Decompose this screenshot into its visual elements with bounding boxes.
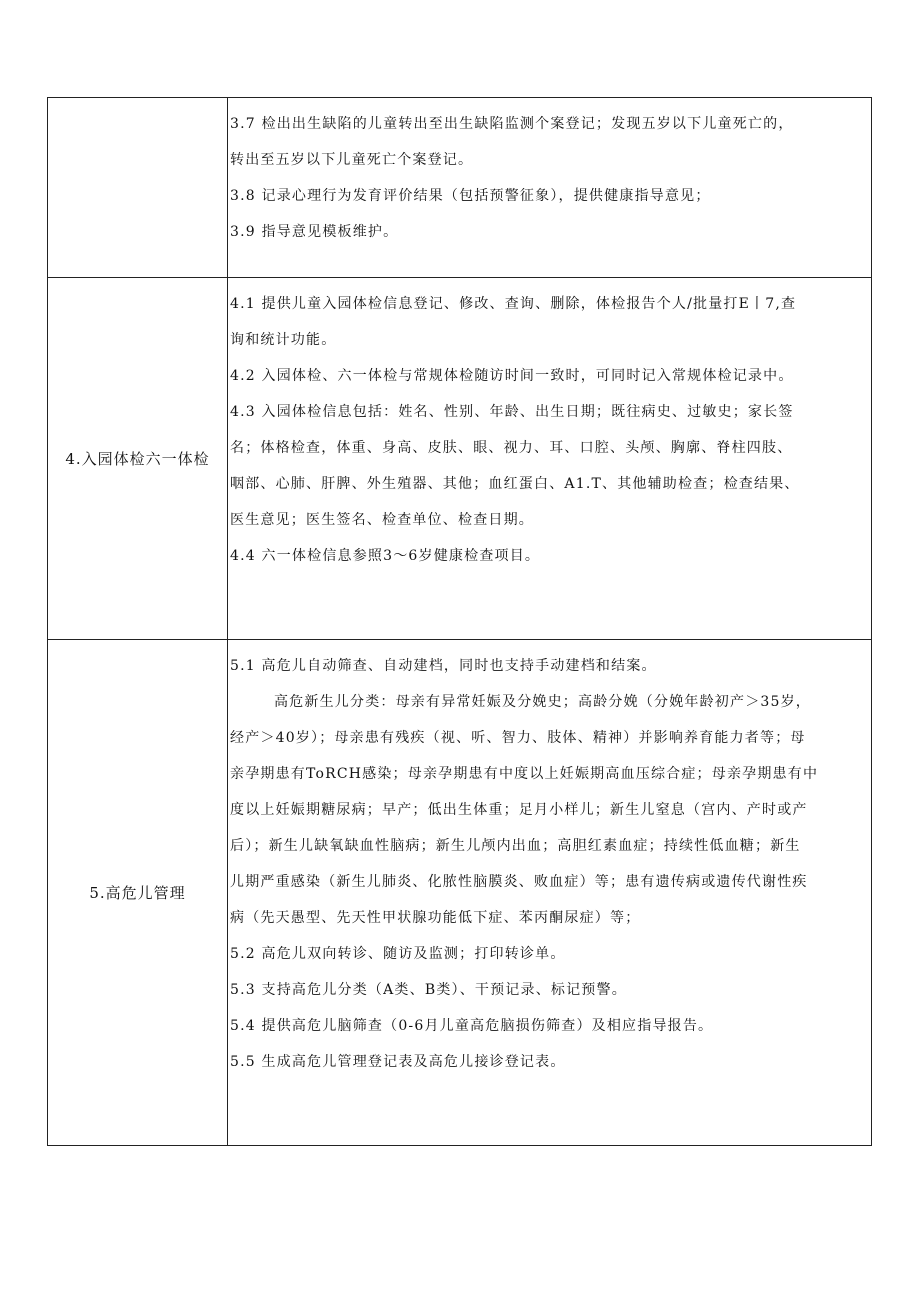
text-line: 经产＞40岁）；母亲患有残疾（视、听、智力、肢体、精神）并影响养育能力者等；母 xyxy=(230,730,806,746)
table-row xyxy=(48,278,872,640)
text-line: 4.2 入园体检、六一体检与常规体检随访时间一致时，可同时记入常规体检记录中。 xyxy=(230,368,794,384)
text-line: 度以上妊娠期糖尿病；早产；低出生体重；足月小样儿；新生儿窒息（宫内、产时或产 xyxy=(230,802,808,818)
module-label-cell: 4.入园体检六一体检 xyxy=(48,278,228,640)
text-line: 5.4 提供高危儿脑筛查（0-6月儿童高危脑损伤筛查）及相应指导报告。 xyxy=(230,1018,714,1034)
text-line: 5.5 生成高危儿管理登记表及高危儿接诊登记表。 xyxy=(230,1054,566,1070)
text-line: 4.4 六一体检信息参照3～6岁健康检查项目。 xyxy=(230,548,541,564)
text-line: 儿期严重感染（新生儿肺炎、化脓性脑膜炎、败血症）等；患有遗传病或遗传代谢性疾 xyxy=(230,874,808,890)
description-cell xyxy=(228,98,872,278)
requirements-table xyxy=(47,97,872,1146)
text-line: 咽部、心肺、肝脾、外生殖器、其他；血红蛋白、A1.T、其他辅助检查；检查结果、 xyxy=(230,476,800,492)
table-row xyxy=(48,98,872,278)
description-cell xyxy=(228,278,872,640)
text-line: 3.8 记录心理行为发育评价结果（包括预警征象），提供健康指导意见； xyxy=(230,188,711,204)
module-label-cell: 5.高危儿管理 xyxy=(48,640,228,1146)
table-row xyxy=(48,640,872,1146)
text-line: 4.3 入园体检信息包括：姓名、性别、年龄、出生日期；既往病史、过敏史；家长签 xyxy=(230,404,794,420)
module-label-cell xyxy=(48,98,228,278)
text-line: 亲孕期患有ToRCH感染；母亲孕期患有中度以上妊娠期高血压综合症；母亲孕期患有中 xyxy=(230,766,819,782)
text-line: 询和统计功能。 xyxy=(230,332,337,348)
text-line: 名；体格检查，体重、身高、皮肤、眼、视力、耳、口腔、头颅、胸廓、脊柱四肢、 xyxy=(230,440,793,456)
text-line: 高危新生儿分类：母亲有异常妊娠及分娩史；高龄分娩（分娩年龄初产＞35岁， xyxy=(274,694,812,710)
text-line: 5.2 高危儿双向转诊、随访及监测；打印转诊单。 xyxy=(230,946,566,962)
text-line: 5.3 支持高危儿分类（A类、B类）、干预记录、标记预警。 xyxy=(230,982,627,998)
text-line: 4.1 提供儿童入园体检信息登记、修改、查询、删除，体检报告个人/批量打E丨7,查 xyxy=(230,296,797,312)
text-line: 5.1 高危儿自动筛查、自动建档，同时也支持手动建档和结案。 xyxy=(230,658,657,674)
text-line: 3.7 检出出生缺陷的儿童转出至出生缺陷监测个案登记；发现五岁以下儿童死亡的， xyxy=(230,116,794,132)
description-cell xyxy=(228,640,872,1146)
text-line: 病（先天愚型、先天性甲状腺功能低下症、苯丙酮尿症）等； xyxy=(230,910,641,926)
text-line: 3.9 指导意见模板维护。 xyxy=(230,224,399,240)
text-line: 转出至五岁以下儿童死亡个案登记。 xyxy=(230,152,474,168)
text-line: 医生意见；医生签名、检查单位、检查日期。 xyxy=(230,512,534,528)
text-line: 后）；新生儿缺氧缺血性脑病；新生儿颅内出血；高胆红素血症；持续性低血糖；新生 xyxy=(230,838,801,854)
